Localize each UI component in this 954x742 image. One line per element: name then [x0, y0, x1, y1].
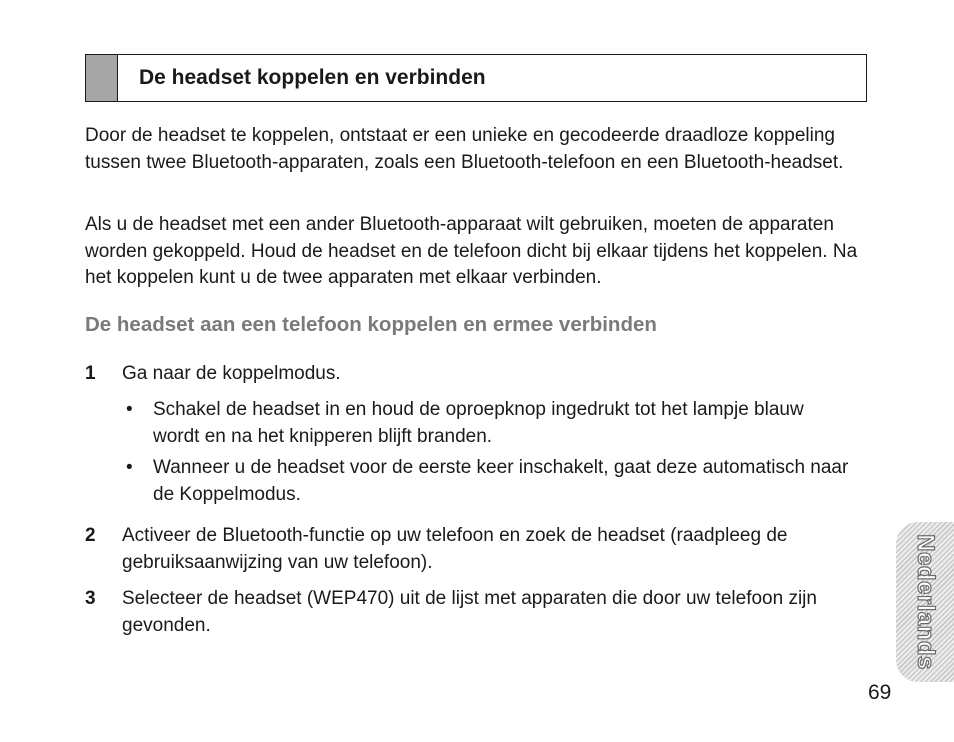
bullet-marker: •	[126, 457, 133, 478]
page-title: De headset koppelen en verbinden	[139, 66, 486, 89]
page-number: 69	[868, 681, 892, 704]
bullet-text: Schakel de headset in en houd de oproepknop ingedrukt tot het lampje blauw wordt en na het knipperen blijft branden.	[153, 399, 804, 447]
intro-paragraph: Door de headset te koppelen, ontstaat er een unieke en gecodeerde draadloze koppeling tussen twee Bluetooth-apparaten, zoals een Bluetooth-telefoon en een Bluetooth-headset.	[85, 125, 844, 173]
step-text: Selecteer de headset (WEP470) uit de lijst met apparaten die door uw telefoon zijn gevonden.	[122, 588, 817, 636]
step-number: 1	[85, 363, 96, 384]
bullet-marker: •	[126, 399, 133, 420]
step-number: 2	[85, 525, 96, 546]
step-text: Ga naar de koppelmodus.	[122, 363, 341, 384]
pairing-paragraph: Als u de headset met een ander Bluetooth-apparaat wilt gebruiken, moeten de apparaten worden gekoppeld. Houd de headset en de telefoon dicht bij elkaar tijdens het koppelen. Na het koppelen kunt u de twee apparaten met elkaar verbinden.	[85, 214, 858, 288]
language-tab-label: Nederlands	[912, 534, 939, 670]
title-accent-bar	[86, 55, 118, 101]
step-number: 3	[85, 588, 96, 609]
section-title-box	[85, 54, 867, 102]
subheading: De headset aan een telefoon koppelen en ermee verbinden	[85, 313, 657, 336]
step-text: Activeer de Bluetooth-functie op uw telefoon en zoek de headset (raadpleeg de gebruiksaanwijzing van uw telefoon).	[122, 525, 788, 573]
language-tab	[896, 522, 954, 682]
bullet-text: Wanneer u de headset voor de eerste keer inschakelt, gaat deze automatisch naar de Koppelmodus.	[153, 457, 849, 505]
